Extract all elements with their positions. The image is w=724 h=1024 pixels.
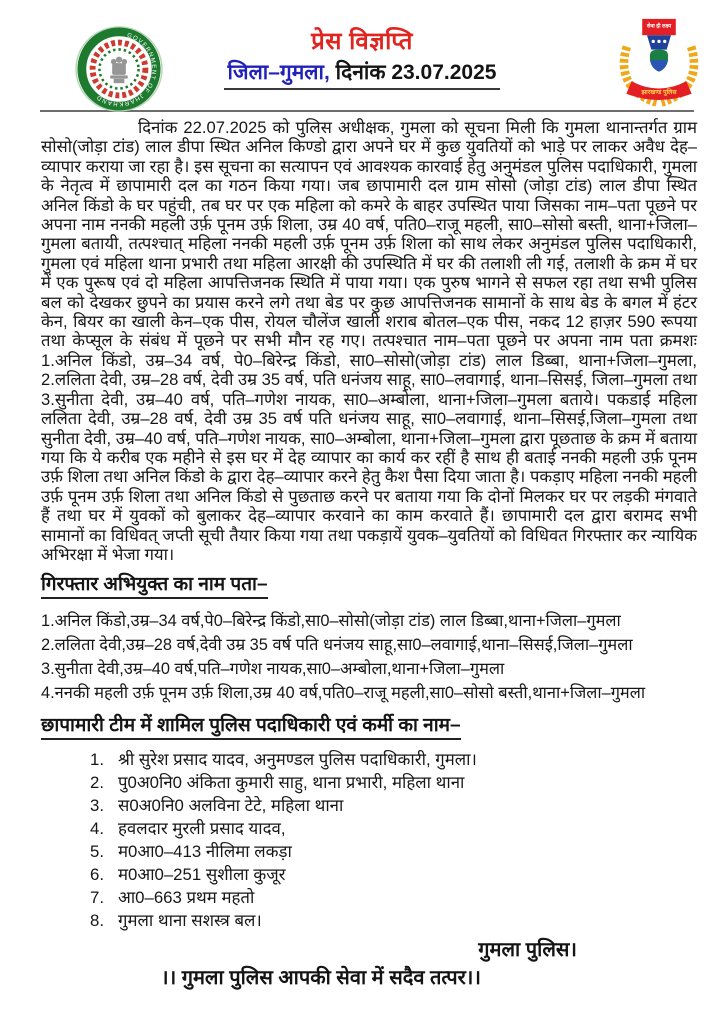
document-body	[0, 112, 724, 991]
police-emblem-icon	[610, 16, 708, 112]
service-tagline: ।। गुमला पुलिस आपकी सेवा में सदैव तत्पर।।	[161, 967, 481, 990]
district-label: जिला–गुमला,	[227, 61, 330, 84]
row-number: 3.	[90, 796, 104, 816]
row-number: 4.	[90, 819, 104, 839]
team-member-name: श्री सुरेश प्रसाद यादव, अनुमण्डल पुलिस पदाधिकारी, गुमला।	[118, 750, 477, 770]
ribbon-text: झारखण्ड पुलिस	[641, 89, 677, 97]
team-member-row-3	[90, 794, 697, 817]
arrested-section-heading: गिरफ्तार अभियुक्त का नाम पता–	[41, 573, 268, 599]
team-member-name: स0अ0नि0 अलविना टेटे, महिला थाना	[118, 796, 344, 816]
signature-line: गुमला पुलिस।	[478, 939, 577, 962]
team-member-row-5	[90, 840, 697, 863]
team-member-name: गुमला थाना सशस्त्र बल।	[118, 911, 262, 931]
motto-text: सेवा ही लक्ष्य	[646, 23, 672, 30]
arrested-item-2: 2.ललिता देवी,उम्र–28 वर्ष,देवी उम्र 35 वर्ष पति धनंजय साहू,सा0–लवागाई,थाना–सिसई,जिला–गुमला	[41, 636, 633, 655]
team-member-name: आ0–663 प्रथम महतो	[118, 888, 255, 908]
jharkhand-government-seal-logo	[74, 26, 164, 112]
date-value: 23.07.2025	[391, 61, 497, 84]
team-member-row-7	[90, 886, 697, 909]
team-member-name: म0आ0–413 नीलिमा लकड़ा	[118, 842, 292, 862]
arrested-item-4: 4.ननकी महली उर्फ़ पूनम उर्फ़ शिला,उम्र 40 वर्ष,पति0–राजू महली,सा0–सोसो बस्ती,थाना+जिला–गुमला	[41, 684, 646, 703]
team-section-heading: छापामारी टीम में शामिल पुलिस पदाधिकारी एवं कर्मी का नाम–	[41, 714, 461, 740]
svg-text:GOVERNMENT OF JHARKHAND: GOVERNMENT OF JHARKHAND	[95, 32, 157, 107]
team-member-name: म0आ0–251 सुशीला कुजूर	[118, 865, 286, 885]
document-header	[0, 0, 724, 106]
arrested-list	[41, 609, 697, 705]
arrested-item-3: 3.सुनीता देवी,उम्र–40 वर्ष,पति–गणेश नायक,सा0–अम्बोला,थाना+जिला–गुमला	[41, 660, 505, 679]
row-number: 1.	[90, 750, 104, 770]
team-member-row-1	[90, 748, 697, 771]
press-release-title: प्रेस विज्ञप्ति	[311, 28, 413, 55]
row-number: 7.	[90, 888, 104, 908]
team-member-row-6	[90, 863, 697, 886]
team-member-name: पु0अ0नि0 अंकिता कुमारी साहु, थाना प्रभारी, महिला थाना	[118, 773, 465, 793]
team-member-row-2	[90, 771, 697, 794]
row-number: 5.	[90, 842, 104, 862]
arrested-item-1: 1.अनिल किंडो,उम्र–34 वर्ष,पे0–बिरेन्द्र किंडो,सा0–सोसो(जोड़ा टांड) लाल डिब्बा,थाना+जिला–गुमला	[41, 612, 621, 631]
row-number: 6.	[90, 865, 104, 885]
row-number: 8.	[90, 911, 104, 931]
raid-team-list	[41, 748, 697, 932]
team-member-name: हवलदार मुरली प्रसाद यादव,	[118, 819, 286, 839]
main-paragraph: दिनांक 22.07.2025 को पुलिस अधीक्षक, गुमला को सूचना मिली कि गुमला थानान्तर्गत ग्राम सोसो(जोड़ा टांड) लाल डीपा स्थित अनिल किण्डो द्वारा अपने घर में कुछ युवतियों को भाड़े पर लाकर अवैध देह–व्यापार कराया जा रहा है। इस सूचना का सत्यापन एवं आवश्यक कारवाई हेतु अनुमंडल पुलिस पदाधिकारी, गुमला के नेतृत्व में छापामारी दल का गठन किया गया। जब छापामारी दल ग्राम सोसो (जोड़ा टांड) लाल डीपा स्थित अनिल किंडो के घर पहुंची, तब घर पर एक महिला को कमरे के बाहर उपस्थित पाया जिसका नाम–पता पूछने पर अपना नाम ननकी महली उर्फ़ पूनम उर्फ़ शिला, उम्र 40 वर्ष, पति0–राजू महली, सा0–सोसो बस्ती, थाना+जिला–गुमला बतायी, तत्पश्चात् महिला ननकी महली उर्फ़ पूनम उर्फ़ शिला को साथ लेकर अनुमंडल पुलिस पदाधिकारी, गुमला एवं महिला थाना प्रभारी तथा महिला आरक्षी की उपस्थिति में घर की तलाशी ली गई, तलाशी के क्रम में घर में एक पुरूष एवं दो महिला आपत्तिजनक स्थिति में पाया गया। एक पुरुष भागने से सफल रहा तथा सभी पुलिस बल को देखकर छुपने का प्रयास करने लगे तथा बेड पर कुछ आपत्तिजनक सामानों के साथ बेड के बगल में हंटर केन, बियर का खाली केन–एक पीस, रोयल चौलेंज खाली शराब बोतल–एक पीस, नकद 12 हाज़र 590 रूपया तथा केप्सूल के संबंध में पूछने पर सभी मौन रह गए। तत्पश्चात नाम–पता पूछने पर अपना नाम पता क्रमशः 1.अनिल किंडो, उम्र–34 वर्ष, पे0–बिरेन्द्र किंडो, सा0–सोसो(जोड़ा टांड) लाल डिब्बा, थाना+जिला–गुमला, 2.ललिता देवी, उम्र–28 वर्ष, देवी उम्र 35 वर्ष, पति धनंजय साहू, सा0–लवागाई, थाना–सिसई, जिला–गुमला तथा 3.सुनीता देवी, उम्र–40 वर्ष, पति–गणेश नायक, सा0–अम्बोला, थाना+जिला–गुमला बताये। पकडाई महिला ललिता देवी, उम्र–28 वर्ष, देवी उम्र 35 वर्ष पति धनंजय साहू, सा0–लवागाई, थाना–सिसई,जिला–गुमला तथा सुनीता देवी, उम्र–40 वर्ष, पति–गणेश नायक, सा0–अम्बोला, थाना+जिला–गुमला द्वारा पूछताछ के क्रम में बताया गया कि ये करीब एक महीने से इस घर में देह व्यापार का कार्य कर रहीं है साथ ही बताई ननकी महली उर्फ़ पूनम उर्फ़ शिला तथा अनिल किंडो के द्वारा देह–व्यापार करने हेतु कैश पैसा दिया जाता है। पकड़ाए महिला ननकी महली उर्फ़ पूनम उर्फ़ शिला तथा अनिल किंडो से पुछताछ करने पर बताया गया कि दोनों मिलकर घर पर लड़की मंगवाते हैं तथा घर में युवकों को बुलाकर देह–व्यापार करवाने का काम करवाते हैं। छापामारी दल द्वारा बरामद सभी सामानों का विधिवत् जप्ती सूची तैयार किया गया तथा पकड़ायें युवक–युवतियों को विधिवत गिरफ्तार कर न्यायिक अभिरक्षा में भेजा गया।	[41, 118, 697, 564]
government-seal-icon	[74, 26, 164, 112]
date-label: दिनांक	[335, 61, 386, 84]
team-member-row-4	[90, 817, 697, 840]
row-number: 2.	[90, 773, 104, 793]
team-member-row-8	[90, 909, 697, 932]
district-date-line	[224, 60, 501, 90]
jharkhand-police-emblem-logo	[610, 16, 708, 112]
